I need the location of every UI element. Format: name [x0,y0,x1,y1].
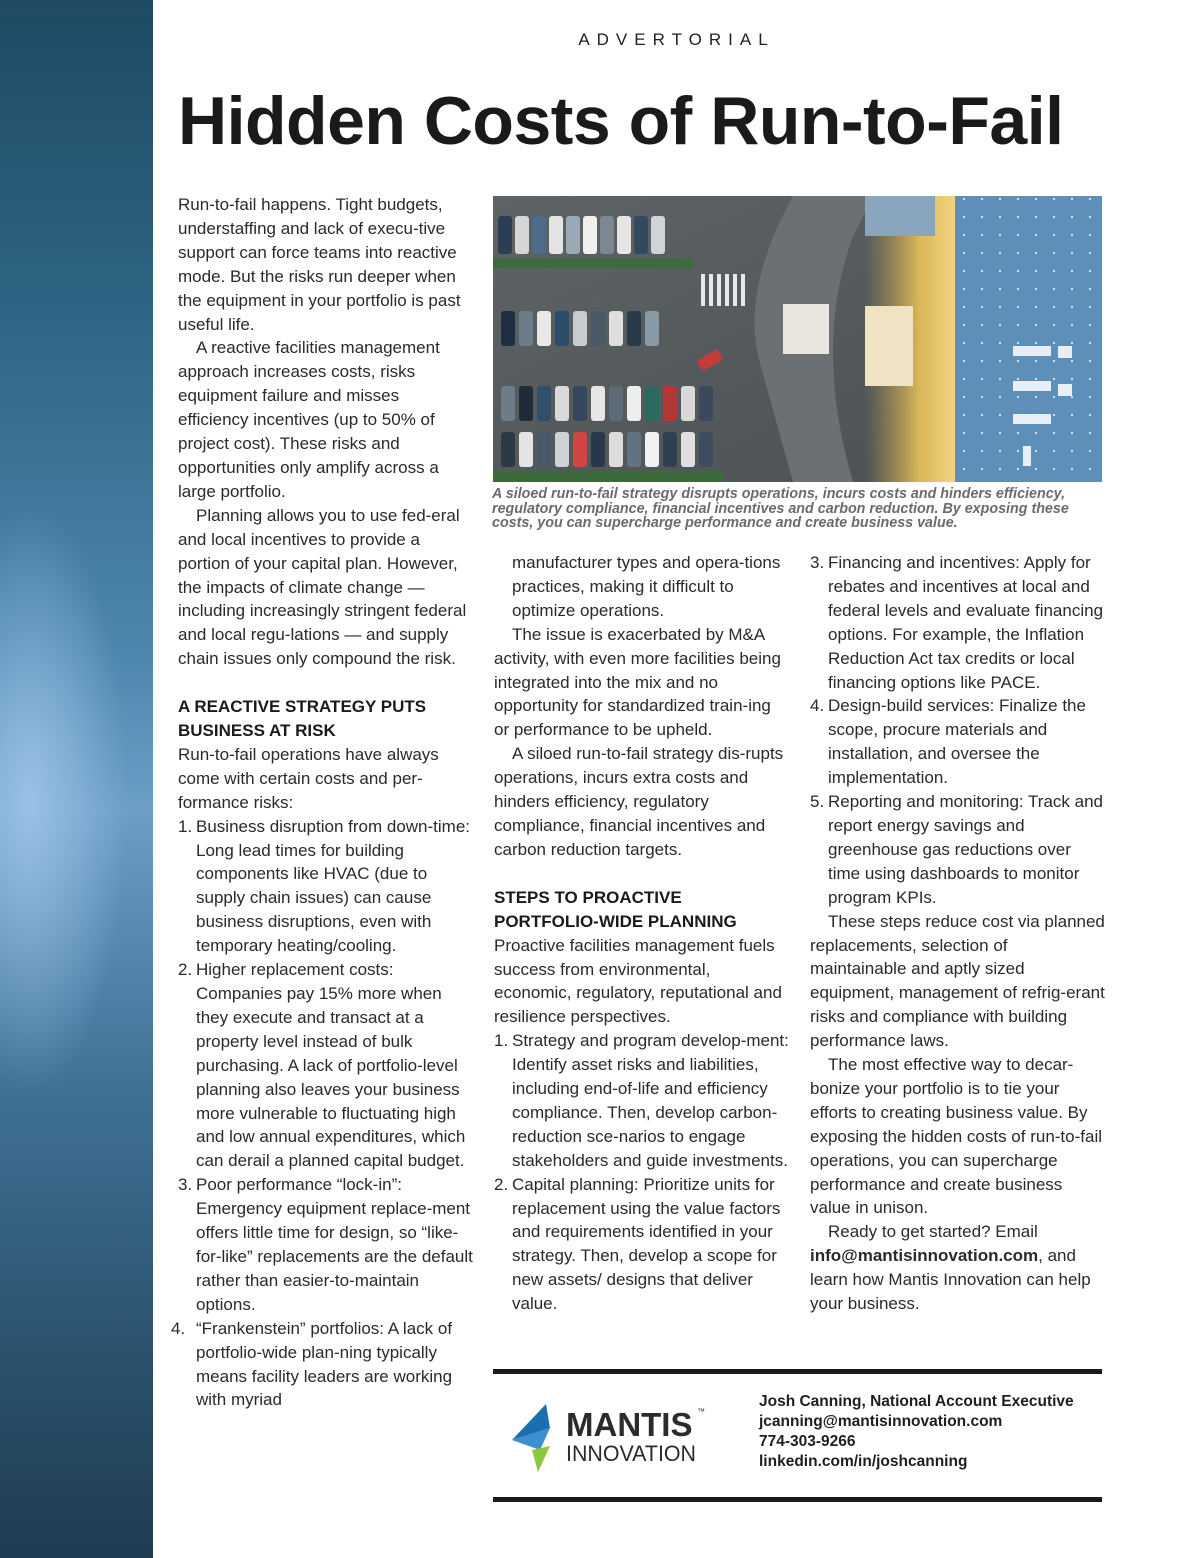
list-number: 1. [494,1031,509,1051]
column-1 [171,193,473,1412]
column-3 [810,551,1105,1316]
logo-word-mantis: MANTIS [566,1406,693,1443]
paragraph [810,1220,1105,1316]
logo-trademark: ™ [697,1407,705,1416]
mantis-innovation-logo [510,1398,710,1478]
decorative-side-band [0,0,153,1558]
list-number: 2. [494,1174,509,1194]
cta-text: , and learn how Mantis Innovation can help your business. [810,1246,1091,1314]
cta-text: Ready to get started? Email [828,1222,1038,1242]
image-caption: A siloed run-to-fail strategy disrupts operations, incurs costs and hinders efficiency, regulatory compliance, financial incentives and carbon reduction. By exposing these costs, you can supercharge performance and create business value. [492,486,1069,532]
footer-top-rule [493,1369,1102,1374]
paragraph: The most effective way to decar-bonize your portfolio is to tie your efforts to creating business value. By exposing the hidden costs of run-to-fail operations, you can supercharge performance and create business value in unison. [810,1055,1103,1218]
list-item [494,1029,789,1172]
list-number: 4. [171,1318,186,1338]
section-heading: STEPS TO PROACTIVE PORTFOLIO-WIDE PLANNING [494,887,737,931]
list-item [494,1173,789,1316]
contact-email[interactable]: jcanning@mantisinnovation.com [759,1413,1003,1430]
list-number: 3. [810,553,825,572]
list-item-text: Higher replacement costs: Companies pay 15% more when they execute and transact at a property level instead of bulk purchasing. A lack of portfolio-level planning also leaves your business more vulnerable to fluctuating high and low annual expenditures, which can derail a planned capital budget. [196,960,466,1171]
paragraph: Run-to-fail happens. Tight budgets, understaffing and lack of execu-tive support can force teams into reactive mode. But the risks run deeper when the equipment in your portfolio is past useful life. [178,195,461,334]
list-number: 1. [178,816,193,836]
list-item-text: Reporting and monitoring: Track and report energy savings and greenhouse gas reductions over time using dashboards to monitor program KPIs. [828,792,1103,907]
paragraph: Run-to-fail operations have always come with certain costs and per-formance risks: [178,744,439,812]
logo-green-shape [532,1446,550,1472]
list-number: 4. [810,696,825,716]
paragraph: Proactive facilities management fuels success from environmental, economic, regulatory, reputational and resilience perspectives. [494,935,782,1027]
list-number: 5. [810,792,825,812]
email-link[interactable]: info@mantisinnovation.com [810,1246,1039,1266]
list-item-text: Poor performance “lock-in”: Emergency equipment replace-ment offers little time for design, so “like-for-like” replacements are the default rather than easier-to-maintain options. [196,1175,473,1314]
list-item-text: “Frankenstein” portfolios: A lack of portfolio-wide plan-ning typically means facility leaders are working with myriad [196,1318,453,1410]
contact-linkedin[interactable]: linkedin.com/in/joshcanning [759,1453,968,1470]
list-item [810,790,1105,910]
contact-phone[interactable]: 774-303-9266 [759,1433,856,1450]
contact-name: Josh Canning, National Account Executive [759,1393,1074,1410]
paragraph: manufacturer types and opera-tions practices, making it difficult to optimize operations. [512,553,781,620]
list-number: 3. [178,1175,193,1195]
list-item-text: Strategy and program develop-ment: Identify asset risks and liabilities, including end-of-life and efficiency compliance. Then, develop carbon-reduction sce-narios to engage stakeholders and guide investments. [512,1031,789,1170]
list-item [178,958,473,1173]
paragraph: These steps reduce cost via planned replacements, selection of maintainable and aptly sized equipment, management of refrig-erant risks and compliance with building performance laws. [810,911,1105,1051]
list-item-text: Business disruption from down-time: Long lead times for building components like HVAC (due to supply chain issues) can cause business disruptions, even with temporary heating/cooling. [196,816,471,956]
list-item-text: Financing and incentives: Apply for rebates and incentives at local and federal levels and evaluate financing options. For example, the Inflation Reduction Act tax credits or local financing options like PACE. [828,553,1104,692]
aerial-parking-lot-photo [493,196,1102,482]
column-2 [494,551,789,1316]
paragraph: The issue is exacerbated by M&A activity, with even more facilities being integrated into the mix and no opportunity for standardized train-ing or performance to be upheld. [494,624,781,740]
section-heading: A REACTIVE STRATEGY PUTS BUSINESS AT RISK [178,697,427,741]
list-item-text: Design-build services: Finalize the scope, procure materials and installation, and oversee the implementation. [828,696,1086,788]
list-number: 2. [178,960,193,980]
list-item [810,694,1105,790]
list-item [171,1317,473,1413]
logo-word-innovation: INNOVATION [566,1441,696,1466]
paragraph: A siloed run-to-fail strategy dis-rupts operations, incurs extra costs and hinders efficiency, regulatory compliance, financial incentives and carbon reduction targets. [494,744,784,859]
paragraph: Planning allows you to use fed-eral and local incentives to provide a portion of your capital plan. However, the impacts of climate change — including increasingly stringent federal and local regu-lations — and supply chain issues only compound the risk. [178,505,467,669]
list-item-text: Capital planning: Prioritize units for replacement using the value factors and requirements identified in your strategy. Then, develop a scope for new assets/ designs that deliver value. [512,1174,781,1314]
contact-block [759,1392,1074,1472]
article-title: Hidden Costs of Run-to-Fail [178,83,1064,159]
paragraph: A reactive facilities management approach increases costs, risks equipment failure and misses efficiency incentives (up to 50% of project cost). These risks and opportunities only amplify across a large portfolio. [178,338,440,501]
list-item [810,551,1105,694]
section-kicker: ADVERTORIAL [578,30,775,49]
footer-bottom-rule [493,1497,1102,1502]
list-item [178,1173,473,1316]
list-item [178,815,473,958]
